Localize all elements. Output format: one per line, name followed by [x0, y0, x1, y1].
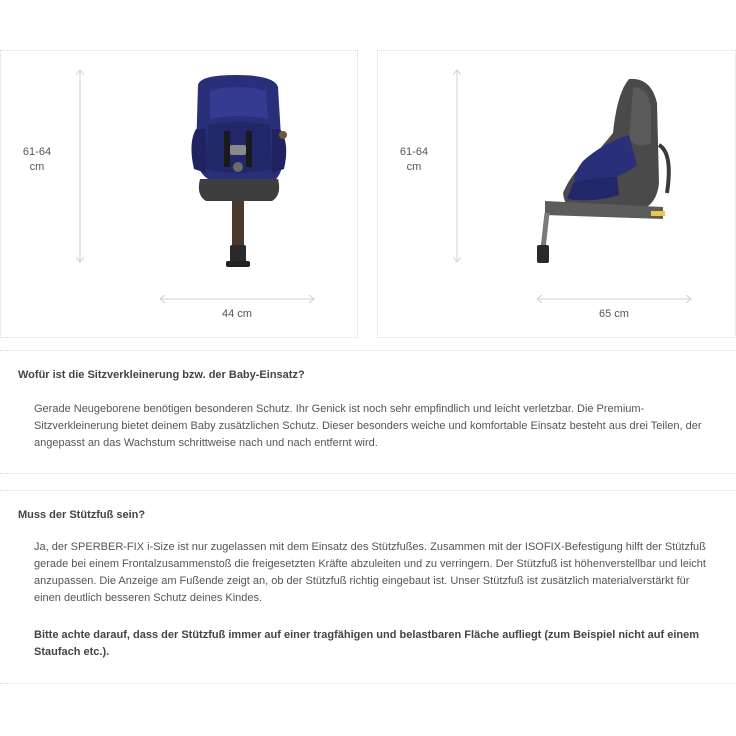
faq-item: [0, 490, 736, 684]
side-view-panel: [377, 50, 736, 338]
front-view-panel: [0, 50, 358, 338]
width-arrow: [159, 295, 315, 303]
faq-item: [0, 350, 736, 474]
car-seat-front-image: [186, 73, 296, 273]
faq-question: Wofür ist die Sitzverkleinerung bzw. der Baby-Einsatz?: [18, 369, 305, 381]
height-arrow: [453, 69, 461, 263]
faq-answer: Gerade Neugeborene benötigen besonderen Schutz. Ihr Genick ist noch sehr empfindlich und leicht verletzbar. Die Premium-Sitzverkleinerung bietet deinem Baby zusätzlichen Schutz. Dieser besonders weiche und komfortable Einsatz besteht aus drei Teilen, der angepasst an das Wachstum schrittweise nach und nach entfernt wird.: [34, 403, 702, 449]
width-label: 65 cm: [599, 308, 629, 320]
faq-note: Bitte achte darauf, dass der Stützfuß immer auf einer tragfähigen und belastbaren Fläche aufliegt (zum Beispiel nicht auf einem Staufach etc.).: [34, 629, 700, 658]
height-label: 61-64 cm: [22, 146, 52, 173]
faq-question: Muss der Stützfuß sein?: [18, 509, 146, 521]
car-seat-side-image: [533, 73, 683, 273]
width-label: 44 cm: [222, 308, 252, 320]
height-arrow: [76, 69, 84, 263]
height-label: 61-64 cm: [399, 146, 429, 173]
width-arrow: [536, 295, 692, 303]
faq-answer: Ja, der SPERBER-FIX i-Size ist nur zugelassen mit dem Einsatz des Stützfußes. Zusammen mit der ISOFIX-Befestigung hilft der Stützfuß gerade bei einem Frontalzusammenstoß die freigesetzten Kräfte abzuleiten und zu verringern. Der Stützfuß ist höhenverstellbar und leicht anzupassen. Die Anzeige am Fußende zeigt an, ob der Stützfuß richtig eingebaut ist. Unser Stützfuß ist zusätzlich materialverstärkt für einen deutlich besseren Schutz deines Kindes.: [34, 541, 706, 604]
